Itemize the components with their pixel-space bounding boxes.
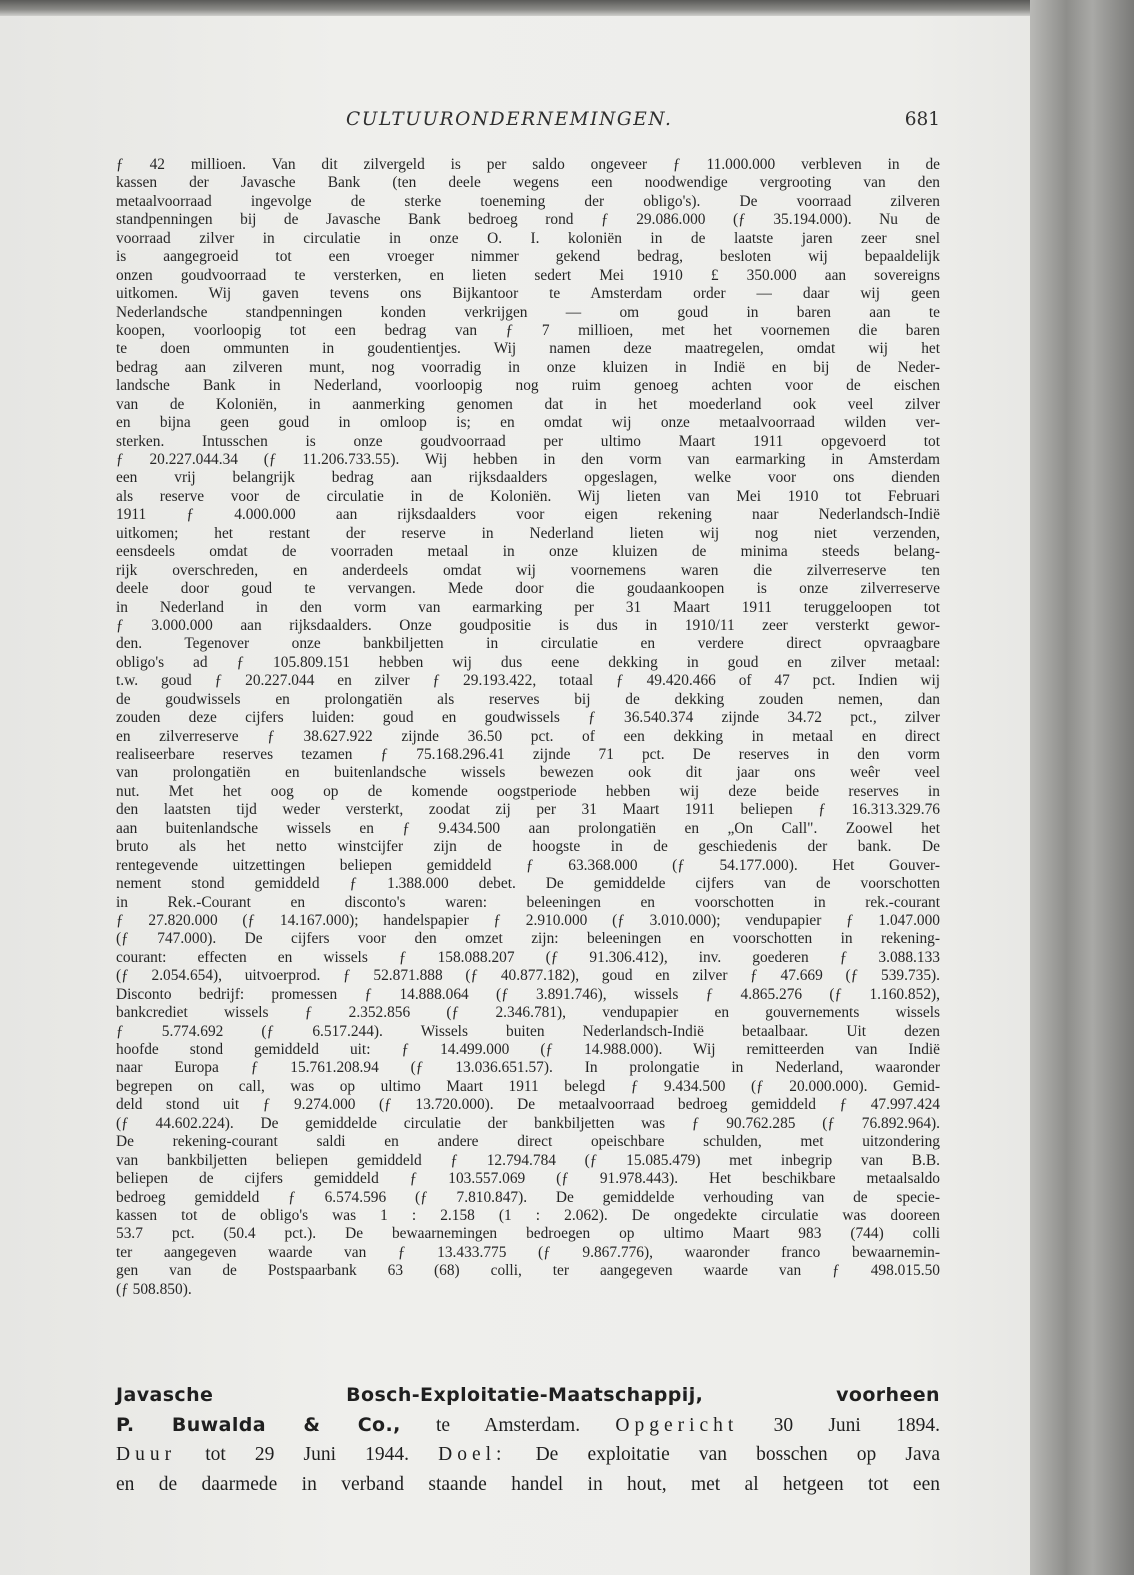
text-line: bankcrediet wissels ƒ 2.352.856 (ƒ 2.346.781), vendupapier en gouvernements wissels (116, 1004, 940, 1022)
text-line: ƒ 42 millioen. Van dit zilvergeld is per saldo ongeveer ƒ 11.000.000 verbleven in de (116, 156, 940, 173)
doel-label: Doel: (438, 1444, 507, 1465)
text-line: aan buitenlandsche wissels en ƒ 9.434.500 aan prolongatiën en „On Call". Zoowel het (116, 819, 940, 837)
text-line: ƒ 5.774.692 (ƒ 6.517.244). Wissels buiten Nederlandsch-Indië betaalbaar. Uit dezen (116, 1022, 940, 1040)
text-line: deele door goud te vervangen. Mede door die goudaankoopen is onze zilverreserve (116, 580, 940, 598)
text-line: gen van de Postspaarbank 63 (68) colli, ter aangegeven waarde van ƒ 498.015.50 (116, 1262, 940, 1280)
text-line: 53.7 pct. (50.4 pct.). De bewaarnemingen bedroegen op ultimo Maart 983 (744) colli (116, 1225, 940, 1243)
text-line: obligo's ad ƒ 105.809.151 hebben wij dus eene dekking in goud en zilver metaal: (116, 653, 940, 671)
text-line: uitkomen. Wij gaven tevens ons Bijkantoor te Amsterdam order — daar wij geen (116, 285, 940, 303)
text-line: naar Europa ƒ 15.761.208.94 (ƒ 13.036.651.57). In prolongatie in Nederland, waaronder (116, 1059, 940, 1077)
text-line: kassen der Javasche Bank (ten deele wegens een noodwendige vergrooting van den (116, 174, 940, 192)
entry-line-2 (116, 1410, 940, 1440)
text-line: beliepen de cijfers gemiddeld ƒ 103.557.069 (ƒ 91.978.443). Het beschikbare metaalsaldo (116, 1170, 940, 1188)
text-line: (ƒ 2.054.654), uitvoerprod. ƒ 52.871.888 (ƒ 40.877.182), goud en zilver ƒ 47.669 (ƒ 539.735). (116, 967, 940, 985)
text-line: bedroeg gemiddeld ƒ 6.574.596 (ƒ 7.810.847). De gemiddelde verhouding van de specie- (116, 1188, 940, 1206)
text-line: nut. Met het oog op de komende oogstperiode hebben wij deze beide reserves in (116, 782, 940, 800)
text-line: ƒ 3.000.000 aan rijksdaalders. Onze goudpositie is dus in 1910/11 zeer versterkt gewor- (116, 616, 940, 634)
doel-value: De exploitatie van bosschen op Java (506, 1444, 940, 1465)
text-line: van bankbiljetten beliepen gemiddeld ƒ 12.794.784 (ƒ 15.085.479) met inbegrip van B.B. (116, 1151, 940, 1169)
company-name-continued: P. Buwalda & Co., (116, 1414, 401, 1436)
text-line: een vrij belangrijk bedrag aan rijksdaalders opgeslagen, welke voor ons dienden (116, 469, 940, 487)
text-line: metaalvoorraad ingevolge de sterke toeneming der obligo's). De voorraad zilveren (116, 192, 940, 210)
text-line: rentegevende uitzettingen beliepen gemiddeld ƒ 63.368.000 (ƒ 54.177.000). Het Gouver- (116, 856, 940, 874)
text-line: hoofde stond gemiddeld uit: ƒ 14.499.000 (ƒ 14.988.000). Wij remitteerden van Indië (116, 1041, 940, 1058)
text-line: courant: effecten en wissels ƒ 158.088.207 (ƒ 91.306.412), inv. goederen ƒ 3.088.133 (116, 948, 940, 966)
text-line: landsche Bank in Nederland, voorloopig nog ruim genoeg achten voor de eischen (116, 377, 940, 395)
text-line: (ƒ 44.602.224). De gemiddelde circulatie der bankbiljetten was ƒ 90.762.285 (ƒ 76.892.964). (116, 1114, 940, 1132)
text-line: rijk overschreden, en anderdeels omdat wij voornemens waren die zilverreserve ten (116, 561, 940, 579)
text-line: uitkomen; het restant der reserve in Nederland lieten wij nog niet verzenden, (116, 524, 940, 542)
text-line: eensdeels omdat de voorraden metaal in onze kluizen de minima steeds belang- (116, 543, 940, 561)
text-line: nement stond gemiddeld ƒ 1.388.000 debet. De gemiddelde cijfers van de voorschotten (116, 875, 940, 893)
text-line: zouden deze cijfers luiden: goud en goudwissels ƒ 36.540.374 zijnde 34.72 pct., zilver (116, 709, 940, 727)
company-entry (116, 1380, 940, 1500)
text-line: de goudwissels en prolongatiën als reserves bij de dekking zouden nemen, dan (116, 690, 940, 708)
page-top-edge (0, 0, 1134, 16)
text-line: is aangegroeid tot een vroeger nimmer gekend bedrag, besloten wij bepaaldelijk (116, 248, 940, 266)
duur-value: tot 29 Juni 1944. (176, 1444, 439, 1465)
text-line: ter aangegeven waarde van ƒ 13.433.775 (ƒ 9.867.776), waaronder franco bewaarnemin- (116, 1243, 940, 1261)
text-line: den. Tegenover onze bankbiljetten in circulatie en verdere direct opvraagbare (116, 635, 940, 653)
text-line: standpenningen bij de Javasche Bank bedroeg rond ƒ 29.086.000 (ƒ 35.194.000). Nu de (116, 211, 940, 229)
text-line: Nederlandsche standpenningen konden verkrijgen — om goud in baren aan te (116, 303, 940, 321)
text-line: De rekening-courant saldi en andere direct opeischbare schulden, met uitzondering (116, 1133, 940, 1151)
running-title: CULTUURONDERNEMINGEN. (346, 109, 673, 130)
opgericht-label: Opgericht (615, 1415, 739, 1436)
text-line: begrepen on call, was op ultimo Maart 1911 belegd ƒ 9.434.500 (ƒ 20.000.000). Gemid- (116, 1077, 940, 1095)
text-line: den laatsten tijd weder versterkt, zoodat zij per 31 Maart 1911 beliepen ƒ 16.313.329.76 (116, 801, 940, 819)
text-line: onzen goudvoorraad te versterken, en lieten sedert Mei 1910 £ 350.000 aan sovereigns (116, 266, 940, 284)
entry-line-3 (116, 1440, 940, 1470)
text-line: realiseerbare reserves tezamen ƒ 75.168.296.41 zijnde 71 pct. De reserves in den vorm (116, 746, 940, 763)
body-paragraph (116, 156, 940, 1299)
duur-label: Duur (116, 1444, 177, 1465)
text-line: sterken. Intusschen is onze goudvoorraad per ultimo Maart 1911 opgevoerd tot (116, 432, 940, 450)
text-line: koopen, voorloopig tot een bedrag van ƒ 7 millioen, met het voornemen die baren (116, 321, 940, 339)
page-number: 681 (904, 109, 940, 130)
text-line: en bijna geen goud in omloop is; en omdat wij onze metaalvoorraad wilden ver- (116, 414, 940, 432)
text-line: in Nederland in den vorm van earmarking per 31 Maart 1911 teruggeloopen tot (116, 598, 940, 616)
entry-line-1 (116, 1380, 940, 1410)
text-line: (ƒ 747.000). De cijfers voor den omzet zijn: beleeningen en voorschotten in rekening- (116, 930, 940, 948)
text-line: ƒ 20.227.044.34 (ƒ 11.206.733.55). Wij hebben in den vorm van earmarking in Amsterdam (116, 451, 940, 468)
text-line: deld stond uit ƒ 9.274.000 (ƒ 13.720.000). De metaalvoorraad bedroeg gemiddeld ƒ 47.997.424 (116, 1096, 940, 1114)
text-line: bruto als het netto winstcijfer zijn de hoogste in de geschiedenis der bank. De (116, 838, 940, 856)
text-line: kassen tot de obligo's was 1 : 2.158 (1 : 2.062). De ongedekte circulatie was dooreen (116, 1206, 940, 1224)
text-line: als reserve voor de circulatie in de Koloniën. Wij lieten van Mei 1910 tot Februari (116, 487, 940, 505)
text-line: voorraad zilver in circulatie in onze O. I. koloniën in de laatste jaren zeer snel (116, 229, 940, 247)
text-line: van prolongatiën en buitenlandsche wissels bewezen ook dit jaar ons weêr veel (116, 764, 940, 782)
entry-location: te Amsterdam. (400, 1415, 616, 1436)
text-line: t.w. goud ƒ 20.227.044 en zilver ƒ 29.193.422, totaal ƒ 49.420.466 of 47 pct. Indien wij (116, 672, 940, 690)
text-line: in Rek.-Courant en disconto's waren: beleeningen en voorschotten in rek.-courant (116, 893, 940, 911)
text-line: Disconto bedrijf: promessen ƒ 14.888.064 (ƒ 3.891.746), wissels ƒ 4.865.276 (ƒ 1.160.852), (116, 985, 940, 1003)
opgericht-date: 30 Juni 1894. (738, 1415, 940, 1436)
text-line: van de Koloniën, in aanmerking genomen dat in het moederland ook veel zilver (116, 395, 940, 413)
text-line: 1911 ƒ 4.000.000 aan rijksdaalders voor eigen rekening naar Nederlandsch-Indië (116, 506, 940, 524)
company-name: Javasche Bosch-Exploitatie-Maatschappij, voorheen (116, 1384, 940, 1406)
text-line: te doen ommunten in goudentientjes. Wij namen deze maatregelen, omdat wij het (116, 340, 940, 358)
book-spine-shadow (1030, 0, 1134, 1575)
entry-line-4: en de daarmede in verband staande handel in hout, met al hetgeen tot een (116, 1474, 940, 1495)
text-line: ƒ 27.820.000 (ƒ 14.167.000); handelspapier ƒ 2.910.000 (ƒ 3.010.000); vendupapier ƒ 1.047.000 (116, 911, 940, 929)
text-line: bedrag aan zilveren munt, nog voorradig in onze kluizen in Indië en bij de Neder- (116, 358, 940, 376)
page-header (116, 109, 940, 135)
text-line: (ƒ 508.850). (116, 1280, 192, 1298)
text-line: en zilverreserve ƒ 38.627.922 zijnde 36.50 pct. of een dekking in metaal en direct (116, 727, 940, 745)
